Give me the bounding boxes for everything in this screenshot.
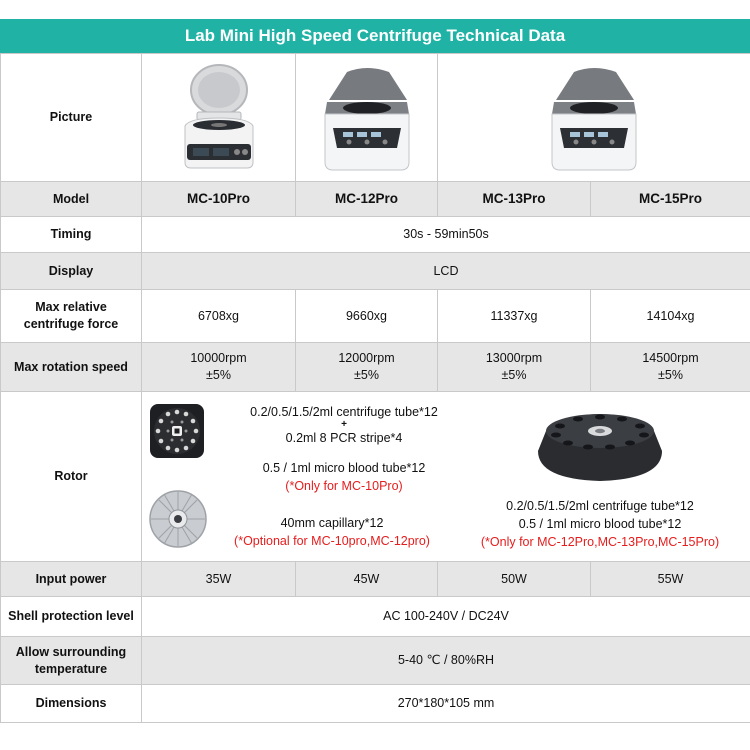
angle-rotor-image	[530, 401, 670, 485]
speed-value: 13000rpm	[485, 351, 543, 366]
centrifuge-closed-lid-image	[544, 62, 644, 174]
rotor-blood-tube-spec: 0.5 / 1ml micro blood tube*12	[262, 461, 426, 475]
speed-tolerance: ±5%	[206, 368, 231, 382]
row-label-shell: Shell protection level	[1, 597, 142, 637]
speed-value: 14500rpm	[642, 351, 699, 366]
rcf-cell: 9660xg	[296, 290, 438, 343]
model-cell: MC-15Pro	[591, 182, 750, 217]
rotor-note-optional: (*Optional for MC-10pro,MC-12pro)	[234, 534, 430, 548]
row-shell	[1, 597, 750, 637]
page-title: Lab Mini High Speed Centrifuge Technical Data	[0, 19, 750, 53]
shell-value: AC 100-240V / DC24V	[142, 597, 750, 637]
rcf-cell: 11337xg	[438, 290, 591, 343]
speed-tolerance: ±5%	[501, 368, 527, 382]
row-temperature	[1, 637, 750, 685]
row-label-speed: Max rotation speed	[1, 343, 142, 392]
rotor-note-only-mc10: (*Only for MC-10Pro)	[285, 479, 403, 493]
rcf-cell: 14104xg	[591, 290, 750, 343]
row-timing	[1, 217, 750, 253]
rotor-right-tube-spec: 0.2/0.5/1.5/2ml centrifuge tube*12	[506, 499, 694, 513]
row-label-power: Input power	[1, 562, 142, 597]
speed-cell	[438, 343, 591, 392]
rotor-pcr-spec: 0.2ml 8 PCR stripe*4	[285, 431, 403, 445]
power-cell: 45W	[296, 562, 438, 597]
row-label-temperature	[1, 637, 142, 685]
row-display	[1, 253, 750, 290]
row-label-picture: Picture	[1, 54, 142, 182]
speed-value: 10000rpm	[190, 351, 247, 366]
power-cell: 50W	[438, 562, 591, 597]
timing-value: 30s - 59min50s	[142, 217, 750, 253]
rotor-right-blood-spec: 0.5 / 1ml micro blood tube*12	[518, 517, 682, 531]
speed-tolerance: ±5%	[354, 368, 379, 382]
display-value: LCD	[142, 253, 750, 290]
model-cell: MC-10Pro	[142, 182, 296, 217]
picture-mc-12pro	[296, 54, 438, 182]
row-label-line: centrifuge force	[23, 317, 119, 331]
row-power	[1, 562, 750, 597]
row-label-display: Display	[1, 253, 142, 290]
speed-cell	[296, 343, 438, 392]
row-dimensions	[1, 685, 750, 723]
rotor-cell	[142, 392, 750, 562]
model-cell: MC-12Pro	[296, 182, 438, 217]
model-cell: MC-13Pro	[438, 182, 591, 217]
temperature-value: 5-40 ℃ / 80%RH	[142, 637, 750, 685]
speed-tolerance: ±5%	[658, 368, 683, 382]
rotor-capillary-spec: 40mm capillary*12	[280, 516, 384, 530]
rotor-tube-spec: 0.2/0.5/1.5/2ml centrifuge tube*12	[250, 405, 438, 419]
row-model	[1, 182, 750, 217]
rcf-cell: 6708xg	[142, 290, 296, 343]
picture-mc-13pro-15pro	[438, 54, 750, 182]
power-cell: 35W	[142, 562, 296, 597]
row-label-rotor: Rotor	[1, 392, 142, 562]
spec-table	[0, 53, 750, 723]
speed-cell	[591, 343, 750, 392]
row-rotor	[1, 392, 750, 562]
row-label-line: Allow surrounding	[15, 644, 127, 659]
square-rotor-image	[148, 402, 206, 460]
row-label-model: Model	[1, 182, 142, 217]
row-label-line: Max relative	[35, 300, 107, 315]
row-label-rcf	[1, 290, 142, 343]
picture-mc-10pro	[142, 54, 296, 182]
capillary-rotor-image	[148, 489, 208, 549]
rotor-plus-sign: +	[341, 419, 347, 430]
row-label-dimensions: Dimensions	[1, 685, 142, 723]
row-label-line: temperature	[34, 661, 108, 676]
speed-value: 12000rpm	[338, 351, 395, 366]
row-rcf	[1, 290, 750, 343]
centrifuge-open-lid-image	[179, 62, 259, 174]
centrifuge-closed-lid-image	[317, 62, 417, 174]
rotor-content	[142, 392, 750, 561]
row-picture	[1, 54, 750, 182]
row-speed	[1, 343, 750, 392]
power-cell: 55W	[591, 562, 750, 597]
row-label-timing: Timing	[1, 217, 142, 253]
speed-cell	[142, 343, 296, 392]
rotor-right-note: (*Only for MC-12Pro,MC-13Pro,MC-15Pro)	[480, 535, 720, 549]
dimensions-value: 270*180*105 mm	[142, 685, 750, 723]
